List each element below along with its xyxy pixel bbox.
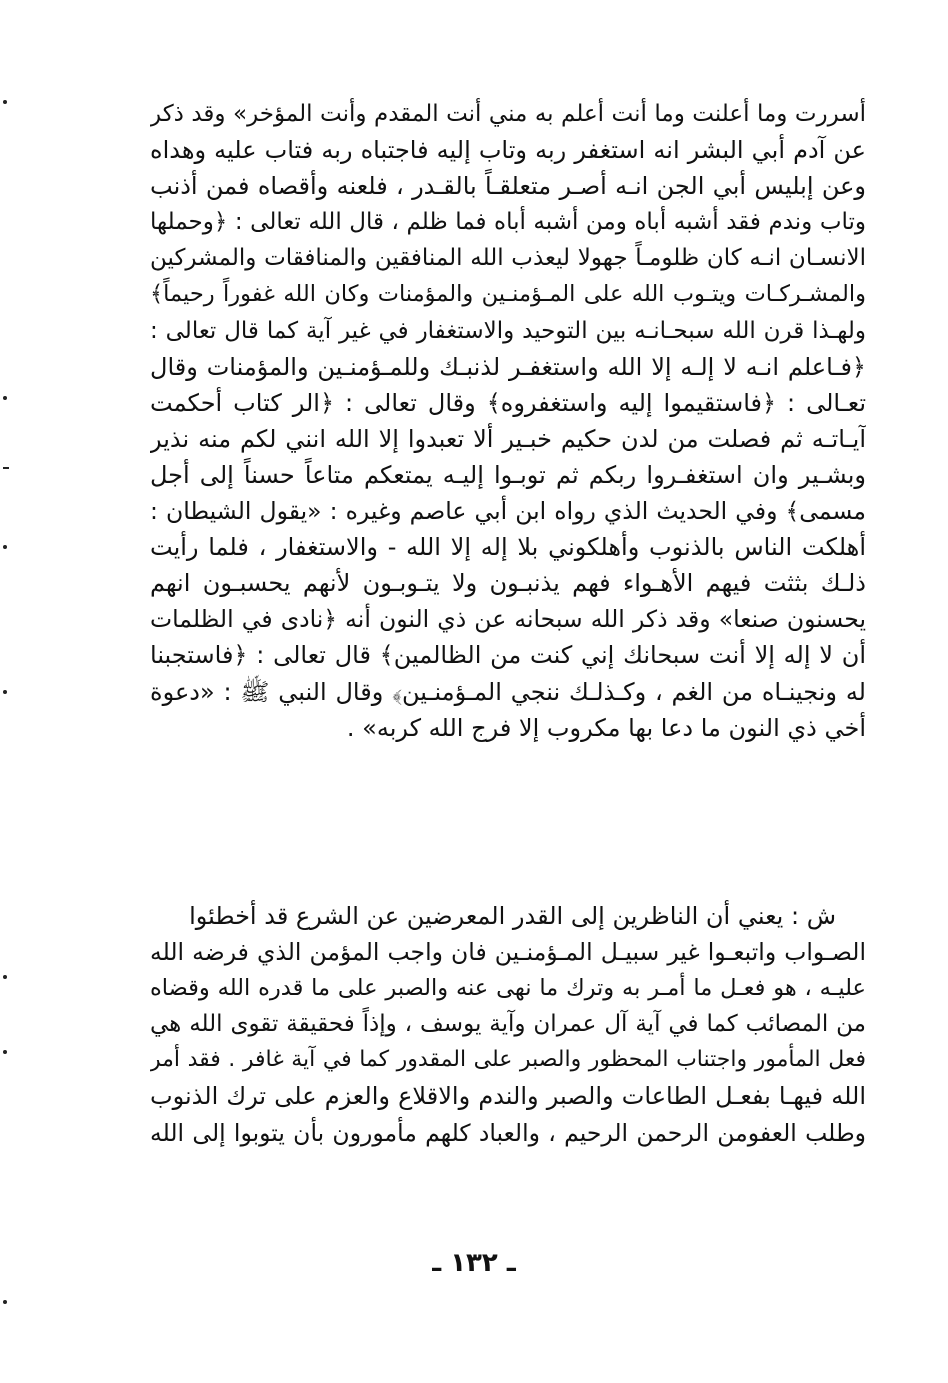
- text-line: أهلكت الناس بالذنوب وأهلكوني بلا إله إلا الله - والاستغفار ، فلما رأيت: [150, 533, 866, 562]
- paragraph-1: [150, 96, 866, 746]
- text-line: الله فيهـا بفعـل الطاعات والصبر والندم والاقلاع والعزم على ترك الذنوب: [150, 1082, 866, 1111]
- text-line: يحسنون صنعا» وقد ذكر الله سبحانه عن ذي النون أنه ﴿نادى في الظلمات: [150, 605, 866, 634]
- text-line: والمشـركـات ويتـوب الله على المـؤمنـين والمؤمنات وكان الله غفوراً رحيماً﴾: [150, 281, 866, 308]
- scan-mark: [3, 975, 7, 979]
- text-line: تعـالى : ﴿فاستقيموا إليه واستغفروه﴾ وقال تعالى : ﴿الر كتاب أحكمت: [150, 388, 866, 417]
- text-line: من المصائب كما في آية آل عمران وآية يوسف ، وإذاً فحقيقة تقوى الله هي: [150, 1011, 866, 1038]
- text-line: أسررت وما أعلنت وما أنت أعلم به مني أنت المقدم وأنت المؤخر» وقد ذكر: [150, 101, 866, 127]
- scan-mark: [3, 467, 9, 469]
- text-line: ولهـذا قرن الله سبحـانـه بين التوحيد والاستغفار في غير آية كما قال تعالى :: [150, 317, 866, 344]
- text-line: وبشـير وان استغفـروا ربكم ثم توبـوا إليـه يمتعكم متاعاً حسناً إلى أجل: [150, 460, 866, 489]
- text-line: أخي ذي النون ما دعا بها مكروب إلا فرج الله كربه» .: [346, 713, 866, 742]
- text-line: ش : يعني أن الناظرين إلى القدر المعرضين عن الشرع قد أخطئوا: [189, 902, 836, 930]
- scan-mark: [3, 1300, 7, 1304]
- text-line: وعن إبليس أبي الجن انـه أصـر متعلقـاً بالقـدر ، فلعنه وأقصاه فمن أذنب: [150, 172, 866, 201]
- text-line: ذلـك بثثت فيهم الأهـواء فهم يذنبـون ولا يتـوبـون لأنهم يحسبـون انهم: [150, 569, 866, 598]
- scan-mark: [3, 396, 7, 400]
- text-line: الانسـان انـه كان ظلومـاً جهولا ليعذب الله المنافقين والمنافقات والمشركين: [150, 245, 866, 272]
- scan-mark: [3, 1050, 7, 1054]
- text-line: أن لا إله إلا أنت سبحانك إني كنت من الظالمين﴾ قال تعالى : ﴿فاستجبنا: [150, 641, 866, 670]
- text-line: عن آدم أبي البشر انه استغفر ربه وتاب إليه فاجتباه ربه فتاب عليه وهداه: [150, 136, 866, 165]
- text-line: ﴿فـاعلم انـه لا إلـه إلا الله واستغفـر لذنبـك وللمـؤمنـين والمؤمنات وقال: [150, 352, 866, 381]
- text-line: آيـاتـه ثم فصلت من لدن حكيم خبـير ألا تعبدوا إلا الله انني لكم منه نذير: [150, 424, 866, 453]
- text-line: فعل المأمور واجتناب المحظور والصبر على المقدور كما في آية غافر . فقد أمر: [150, 1047, 866, 1073]
- scan-mark: [3, 100, 7, 104]
- scan-mark: [3, 690, 7, 694]
- paragraph-2: [150, 898, 866, 1151]
- text-line: له ونجينـاه من الغم ، وكـذلـك ننجي المـؤمنـين﴾ وقال النبي ﷺ : «دعوة: [150, 677, 866, 706]
- text-line: مسمى﴾ وفي الحديث الذي رواه ابن أبي عاصم وغيره : «يقول الشيطان :: [150, 497, 866, 526]
- text-line: وتاب وندم فقد أشبه أباه ومن أشبه أباه فما ظلم ، قال الله تعالى : ﴿وحملها: [150, 209, 866, 236]
- scan-mark: [3, 545, 7, 549]
- text-line: عليـه ، هو فعـل ما أمـر به وترك ما نهى عنه والصبر على ما قدره الله وقضاه: [150, 975, 866, 1002]
- text-line: وطلب العفومن الرحمن الرحيم ، والعباد كلهم مأمورون بأن يتوبوا إلى الله: [150, 1118, 866, 1147]
- page-number: ـ ١٣٢ ـ: [432, 1248, 516, 1278]
- text-line: الصـواب واتبعـوا غير سبيـل المـؤمنـين فان واجب المؤمن الذي فرضه الله: [150, 938, 866, 967]
